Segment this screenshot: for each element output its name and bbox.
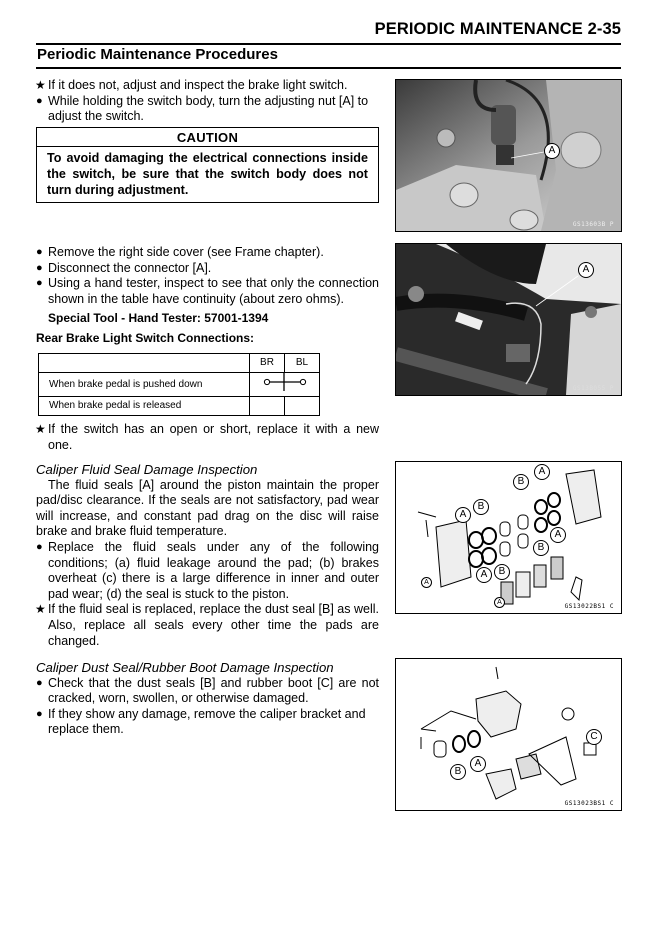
star-icon: ★ — [35, 602, 46, 617]
list-item — [36, 540, 379, 602]
table-header-row — [39, 353, 320, 372]
caution-body: To avoid damaging the electrical connections inside the switch, be sure that the switch body does not turn during adjustment. — [47, 151, 368, 198]
callout-b: B — [494, 564, 510, 580]
connection-table — [38, 353, 320, 417]
item-text: Check that the dust seals [B] and rubber boot [C] are not cracked, worn, swollen, or otherwise damaged. — [48, 675, 379, 706]
list-item — [36, 94, 379, 125]
table-row — [39, 397, 320, 416]
empty-cell — [250, 397, 285, 416]
star-icon: ★ — [35, 422, 46, 437]
table-header-cell: BL — [285, 353, 320, 372]
item-text: If the switch has an open or short, replace it with a new one. — [48, 422, 379, 452]
caution-title: CAUTION — [37, 128, 378, 148]
item-text: While holding the switch body, turn the adjusting nut [A] to adjust the switch. — [48, 93, 369, 124]
subsection-heading: Caliper Dust Seal/Rubber Boot Damage Inspection — [36, 660, 334, 675]
bullet-icon: ● — [36, 246, 43, 258]
section-title: Periodic Maintenance Procedures — [37, 46, 278, 63]
callout-a: A — [494, 597, 505, 608]
continuity-cell — [250, 372, 320, 397]
list-item — [36, 422, 379, 453]
bullet-icon: ● — [36, 261, 43, 274]
figure-caliper-bracket-diagram — [395, 658, 622, 811]
callout-c: C — [586, 729, 602, 745]
list-item — [36, 245, 379, 261]
list-item — [36, 276, 379, 307]
callout-a: A — [421, 577, 432, 588]
subsection-heading: Caliper Fluid Seal Damage Inspection — [36, 462, 258, 477]
special-tool: Special Tool - Hand Tester: 57001-1394 — [48, 311, 269, 326]
paragraph: The fluid seals [A] around the piston maintain the proper pad/disc clearance. If the seals are not satisfactory, pad wear will increase, and constant pad drag on the disc will raise brake and brake fluid temperature. — [36, 477, 379, 539]
header-rule — [36, 43, 621, 45]
block-switch-inspection — [36, 245, 379, 453]
block-dust-seal — [36, 660, 379, 738]
callout-a: A — [534, 464, 550, 480]
table-header-cell: BR — [250, 353, 285, 372]
list-item — [36, 602, 379, 649]
section-rule — [36, 67, 621, 69]
bullet-icon: ● — [36, 277, 43, 290]
figure-code: GS13023BS1 C — [564, 800, 614, 807]
table-row — [39, 372, 320, 397]
caution-box — [36, 127, 379, 204]
block-brake-switch-adjust — [36, 78, 379, 203]
callout-b: B — [533, 540, 549, 556]
diagram-illustration — [396, 462, 621, 613]
row-label: When brake pedal is pushed down — [39, 372, 250, 397]
callout-b: B — [450, 764, 466, 780]
table-header-cell — [39, 353, 250, 372]
list-item — [36, 78, 379, 94]
figure-code: GS13603B P — [572, 221, 614, 228]
item-text: Using a hand tester, inspect to see that only the connection shown in the table have continuity (about zero ohms). — [48, 276, 379, 306]
callout-b: B — [513, 474, 529, 490]
block-fluid-seal — [36, 462, 379, 649]
item-text: Disconnect the connector [A]. — [48, 260, 212, 275]
bullet-icon: ● — [36, 707, 43, 720]
star-icon: ★ — [35, 78, 46, 92]
row-label: When brake pedal is released — [39, 397, 250, 416]
figure-connector-photo — [395, 243, 622, 396]
callout-a: A — [578, 262, 594, 278]
callout-b: B — [473, 499, 489, 515]
list-item — [36, 676, 379, 707]
photo-illustration — [396, 80, 621, 231]
item-text: Remove the right side cover (see Frame chapter). — [48, 245, 324, 259]
item-text: Replace the fluid seals under any of the following conditions; (a) fluid leakage around the pad; (b) brakes overheat (c) there is a large difference in inner and outer pad wear; (d) the seal is stuck to the piston. — [48, 539, 379, 601]
callout-a: A — [470, 756, 486, 772]
figure-code: GS13022BS1 C — [564, 603, 614, 610]
callout-a: A — [476, 567, 492, 583]
list-item — [36, 261, 379, 277]
bullet-icon: ● — [36, 94, 43, 107]
figure-brake-light-switch-photo — [395, 79, 622, 232]
figure-code: GS13B055 P — [572, 385, 614, 392]
running-head: PERIODIC MAINTENANCE 2-35 — [374, 20, 621, 38]
figure-caliper-exploded-diagram — [395, 461, 622, 614]
callout-a: A — [550, 527, 566, 543]
callout-a: A — [544, 143, 560, 159]
bullet-icon: ● — [36, 540, 43, 553]
empty-cell — [285, 397, 320, 416]
item-text: If it does not, adjust and inspect the brake light switch. — [48, 78, 348, 92]
bullet-icon: ● — [36, 676, 43, 689]
continuity-symbol-icon — [250, 373, 318, 391]
callout-a: A — [455, 507, 471, 523]
list-item — [36, 707, 379, 738]
table-title: Rear Brake Light Switch Connections: — [36, 330, 255, 345]
item-text: If the fluid seal is replaced, replace the dust seal [B] as well. Also, replace all seals every other time the pads are changed. — [48, 602, 379, 648]
item-text: If they show any damage, remove the caliper bracket and replace them. — [48, 706, 366, 737]
